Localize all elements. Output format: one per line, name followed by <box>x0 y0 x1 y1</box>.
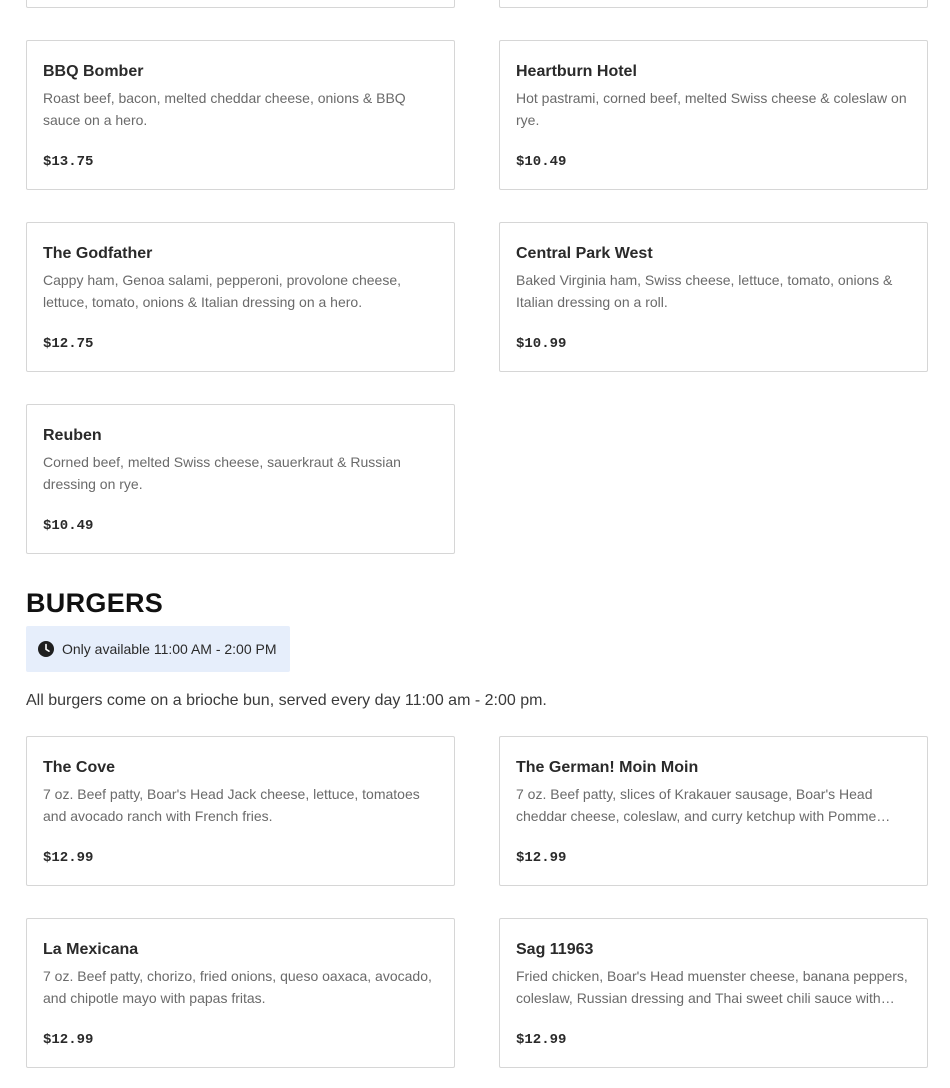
menu-item-card[interactable] <box>26 40 455 190</box>
menu-item-description: Roast beef, bacon, melted cheddar cheese, onions & BBQ sauce on a hero. <box>43 90 406 128</box>
availability-text: Only available 11:00 AM - 2:00 PM <box>62 641 277 657</box>
menu-item-card-partial[interactable] <box>499 0 928 8</box>
menu-item-card[interactable] <box>499 222 928 372</box>
menu-item-description: 7 oz. Beef patty, Boar's Head Jack cheese, lettuce, tomatoes and avocado ranch with French fries. <box>43 786 420 824</box>
menu-item-card[interactable] <box>26 222 455 372</box>
menu-item-price: $12.99 <box>43 1032 94 1048</box>
menu-item-price: $10.49 <box>43 518 94 534</box>
menu-item-card[interactable] <box>499 40 928 190</box>
menu-item-name: Reuben <box>43 427 102 444</box>
menu-item-description: 7 oz. Beef patty, slices of Krakauer sausage, Boar's Head cheddar cheese, coleslaw, and curry ketchup with Pomme… <box>516 786 891 824</box>
clock-icon <box>38 641 54 657</box>
menu-item-name: Sag 11963 <box>516 941 594 958</box>
availability-badge <box>26 626 290 672</box>
menu-item-card[interactable] <box>499 918 928 1068</box>
menu-item-price: $12.99 <box>516 850 567 866</box>
menu-item-name: Heartburn Hotel <box>516 63 637 80</box>
menu-item-name: La Mexicana <box>43 941 139 958</box>
menu-item-card[interactable] <box>26 404 455 554</box>
menu-item-description: Hot pastrami, corned beef, melted Swiss cheese & coleslaw on rye. <box>516 90 907 128</box>
menu-item-description: Corned beef, melted Swiss cheese, sauerkraut & Russian dressing on rye. <box>43 454 401 492</box>
menu-item-price: $12.75 <box>43 336 94 352</box>
menu-item-name: The German! Moin Moin <box>516 759 699 776</box>
menu-item-card[interactable] <box>26 918 455 1068</box>
menu-item-description: Fried chicken, Boar's Head muenster cheese, banana peppers, coleslaw, Russian dressing and Thai sweet chili sauce with… <box>516 968 908 1006</box>
menu-item-description: 7 oz. Beef patty, chorizo, fried onions, queso oaxaca, avocado, and chipotle mayo with papas fritas. <box>43 968 432 1006</box>
menu-item-card[interactable] <box>26 736 455 886</box>
menu-item-name: The Godfather <box>43 245 153 262</box>
section-title: BURGERS <box>26 588 164 618</box>
menu-item-price: $13.75 <box>43 154 94 170</box>
menu-item-price: $12.99 <box>516 1032 567 1048</box>
menu-item-price: $10.99 <box>516 336 567 352</box>
menu-item-price: $12.99 <box>43 850 94 866</box>
menu-item-description: Baked Virginia ham, Swiss cheese, lettuce, tomato, onions & Italian dressing on a roll. <box>516 272 893 310</box>
menu-item-description: Cappy ham, Genoa salami, pepperoni, provolone cheese, lettuce, tomato, onions & Italian dressing on a hero. <box>43 272 401 310</box>
section-description: All burgers come on a brioche bun, served every day 11:00 am - 2:00 pm. <box>26 692 547 709</box>
menu-item-price: $10.49 <box>516 154 567 170</box>
menu-item-card-partial[interactable] <box>26 0 455 8</box>
menu-item-card[interactable] <box>499 736 928 886</box>
menu-item-name: BBQ Bomber <box>43 63 144 80</box>
menu-item-name: The Cove <box>43 759 116 776</box>
menu-item-name: Central Park West <box>516 245 653 262</box>
